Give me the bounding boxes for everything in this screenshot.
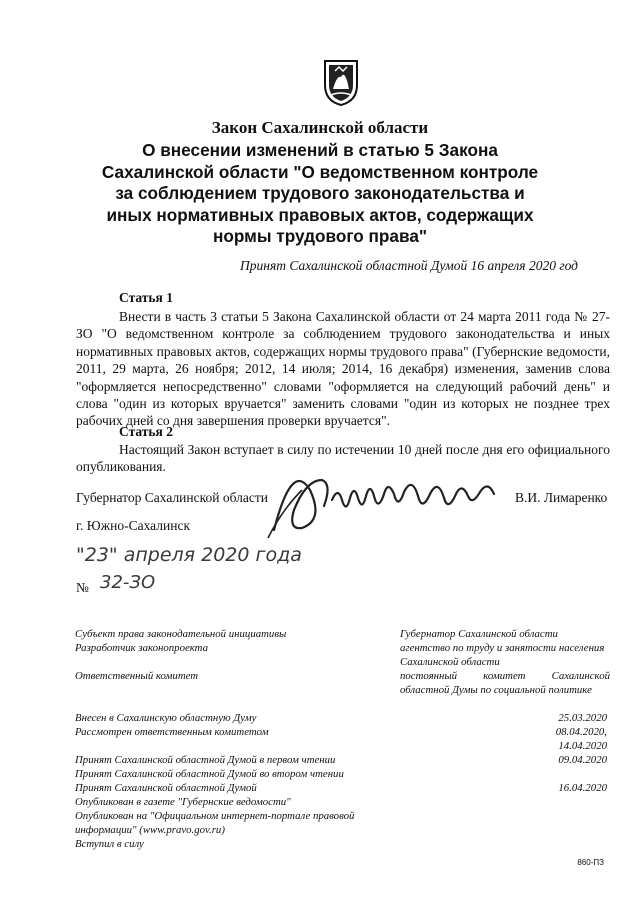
number-prefix: № bbox=[76, 580, 89, 595]
governor-name: В.И. Лимаренко bbox=[515, 490, 608, 505]
event-label: Принят Сахалинской областной Думой во втором чтении bbox=[75, 768, 344, 780]
event-label: Вступил в силу bbox=[75, 838, 144, 850]
event-date: 25.03.2020 bbox=[558, 712, 607, 724]
handwritten-signature bbox=[262, 450, 502, 545]
governor-position: Губернатор Сахалинской области bbox=[76, 490, 268, 505]
subtitle-line: О внесении изменений в статью 5 Закона bbox=[142, 140, 498, 160]
subtitle-line: за соблюдением трудового законодательства и bbox=[115, 183, 525, 203]
info-value: постоянный комитет Сахалинской областной Думы по социальной политике bbox=[400, 670, 610, 696]
event-date: 16.04.2020 bbox=[558, 782, 607, 794]
info-label: Субъект права законодательной инициативы bbox=[75, 628, 287, 640]
coat-of-arms-icon bbox=[321, 55, 361, 107]
event-label: Принят Сахалинской областной Думой bbox=[75, 782, 257, 794]
event-label: информации" (www.pravo.gov.ru) bbox=[75, 824, 225, 836]
handwritten-date: "23" апреля 2020 года bbox=[76, 544, 302, 566]
event-date: 14.04.2020 bbox=[558, 740, 607, 752]
accepted-line: Принят Сахалинской областной Думой 16 апреля 2020 год bbox=[240, 258, 578, 273]
subtitle-line: нормы трудового права" bbox=[212, 226, 428, 246]
event-label: Рассмотрен ответственным комитетом bbox=[75, 726, 269, 738]
city: г. Южно-Сахалинск bbox=[76, 518, 191, 533]
event-label: Внесен в Сахалинскую областную Думу bbox=[75, 712, 257, 724]
event-label: Опубликован в газете "Губернские ведомости" bbox=[75, 796, 291, 808]
info-label: Ответственный комитет bbox=[75, 670, 199, 682]
event-label: Опубликован на "Официальном интернет-портале правовой bbox=[75, 810, 355, 822]
event-date: 08.04.2020, bbox=[555, 726, 607, 738]
event-date: 09.04.2020 bbox=[558, 754, 607, 766]
law-subtitle bbox=[60, 140, 580, 248]
handwritten-number: 32-ЗО bbox=[100, 572, 156, 593]
law-title: Закон Сахалинской области bbox=[211, 118, 429, 137]
article-2-text: Настоящий Закон вступает в силу по истечении 10 дней после дня его официального опубликования. bbox=[76, 442, 610, 475]
article-2-heading: Статья 2 bbox=[119, 424, 173, 439]
subtitle-line: Сахалинской области "О ведомственном контроле bbox=[101, 161, 539, 182]
document-code: 860-ПЗ bbox=[577, 858, 604, 867]
event-label: Принят Сахалинской областной Думой в первом чтении bbox=[75, 754, 336, 766]
info-value: агентство по труду и занятости населения Сахалинской области bbox=[400, 642, 605, 668]
info-value: Губернатор Сахалинской области bbox=[400, 628, 558, 640]
subtitle-line: иных нормативных правовых актов, содержащих bbox=[106, 204, 534, 225]
article-1-heading: Статья 1 bbox=[119, 290, 173, 305]
info-label: Разработчик законопроекта bbox=[75, 642, 208, 654]
article-1-text: Внести в часть 3 статьи 5 Закона Сахалинской области от 24 марта 2011 года № 27-ЗО "О ведомственном контроле за соблюдением трудового законодательства и иных нормативных правовых актов, содержащих нормы трудового права" (Губернские ведомости, 2011, 29 марта, 26 ноября; 2012, 14 июля; 2014, 16 декабря) изменения, заменив слова "оформляется непосредственно" словами "оформляется на следующий рабочий день" и слова "один из которых вручается" заменить словами "один из которых не позднее трех рабочих дней со дня завершения проверки вручается". bbox=[76, 309, 610, 429]
